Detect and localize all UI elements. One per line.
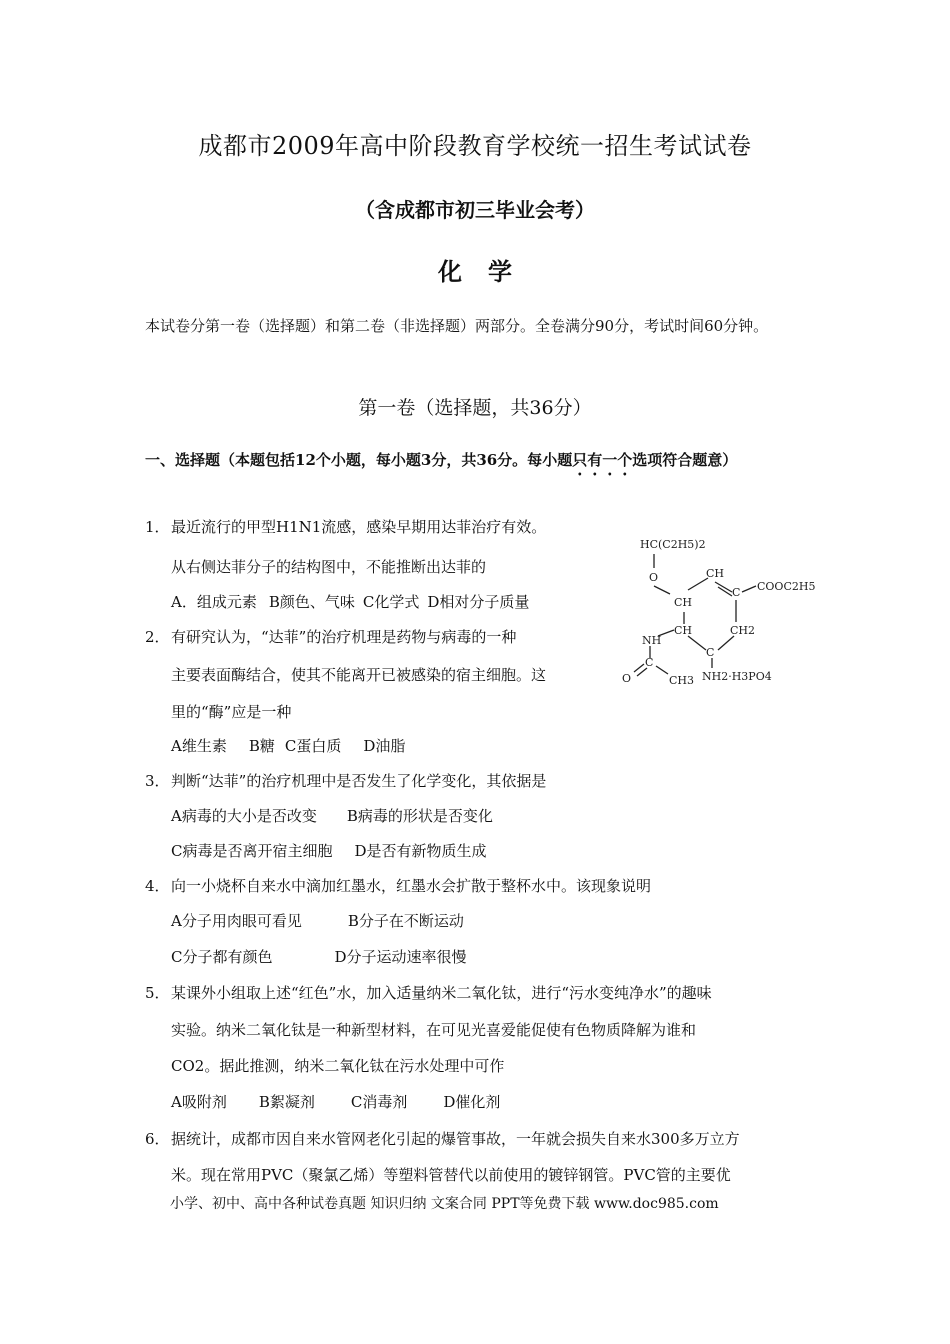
question-1-number: 1． — [145, 518, 170, 536]
structure-label-ester: COOC2H5 — [757, 580, 816, 593]
option: A维生素 — [171, 737, 227, 755]
section-instructions-emphasis: 只有一个 — [572, 451, 633, 469]
question-2-text-3: 里的“酶”应是一种 — [171, 703, 292, 721]
question-1-line-1 — [145, 516, 546, 537]
structure-label-ch-mid: CH — [674, 624, 693, 637]
intro-paragraph: 本试卷分第一卷（选择题）和第二卷（非选择题）两部分。全卷满分90分，考试时间60分钟。 — [145, 317, 769, 335]
option: B颜色、气味 — [268, 593, 355, 611]
footer-ad-text: 小学、初中、高中各种试卷真题 知识归纳 文案合同 PPT等免费下载 www.doc985.com — [170, 1196, 719, 1212]
section-instructions-prefix: 一、选择题（本题包括12个小题，每小题3分，共36分。每小题 — [145, 451, 573, 469]
structure-label-c-ring: C — [706, 646, 715, 659]
question-2-text-1: 有研究认为，“达菲”的治疗机理是药物与病毒的一种 — [171, 628, 517, 646]
question-4-number: 4． — [145, 877, 170, 895]
option: D催化剂 — [443, 1093, 501, 1111]
option: A吸附剂 — [171, 1093, 227, 1111]
structure-label-ch-left: CH — [674, 596, 693, 609]
structure-label-hc: HC(C2H5)2 — [640, 538, 706, 551]
question-3-options-row-2 — [171, 840, 509, 861]
question-5-text-2: 实验。纳米二氧化钛是一种新型材料，在可见光喜爱能促使有色物质降解为谁和 — [171, 1021, 697, 1039]
question-5-text-3: CO2。据此推测，纳米二氧化钛在污水处理中可作 — [171, 1057, 505, 1075]
option: D是否有新物质生成 — [354, 842, 487, 860]
option: B糖 — [248, 737, 275, 755]
question-6-number: 6． — [145, 1130, 170, 1148]
question-6-text-1: 据统计，成都市因自来水管网老化引起的爆管事故，一年就会损失自来水300多万立方 — [171, 1130, 740, 1148]
option: D分子运动速率很慢 — [334, 948, 467, 966]
structure-label-nh2: NH2·H3PO4 — [702, 670, 772, 683]
option: A分子用肉眼可看见 — [171, 912, 302, 930]
section-instructions — [145, 442, 810, 479]
question-1-options — [171, 591, 551, 612]
option: C消毒剂 — [350, 1093, 408, 1111]
structure-label-o-amide: O — [622, 672, 632, 685]
structure-label-ch3: CH3 — [669, 674, 695, 687]
option: B絮凝剂 — [258, 1093, 315, 1111]
question-5-options — [171, 1091, 522, 1112]
question-5-number: 5． — [145, 984, 170, 1002]
question-2-options — [171, 735, 427, 756]
option: D油脂 — [363, 737, 406, 755]
question-5-text-1: 某课外小组取上述“红色”水，加入适量纳米二氧化钛，进行“污水变纯净水”的趣味 — [171, 984, 712, 1002]
section-title: 第一卷（选择题，共36分） — [358, 397, 592, 419]
option: A．组成元素 — [171, 593, 257, 611]
question-3-options-row-1 — [171, 805, 515, 826]
structure-label-c-amide: C — [645, 656, 654, 669]
subject-heading: 化学 — [438, 257, 538, 286]
question-4-options-row-1 — [171, 910, 486, 931]
option: C蛋白质 — [284, 737, 342, 755]
option: B病毒的形状是否变化 — [346, 807, 493, 825]
question-5-line-1 — [145, 982, 712, 1003]
question-4-text-1: 向一小烧杯自来水中滴加红墨水，红墨水会扩散于整杯水中。该现象说明 — [171, 877, 652, 895]
exam-subtitle: （含成都市初三毕业会考） — [355, 198, 595, 222]
option: A病毒的大小是否改变 — [171, 807, 317, 825]
question-1-text-2: 从右侧达菲分子的结构图中，不能推断出达菲的 — [171, 558, 487, 576]
option: C病毒是否离开宿主细胞 — [171, 842, 333, 860]
question-2-number: 2． — [145, 628, 170, 646]
question-6-line-1 — [145, 1128, 740, 1149]
option: B分子在不断运动 — [347, 912, 464, 930]
structure-label-c-eq: C — [732, 586, 741, 599]
question-3-line-1 — [145, 770, 546, 791]
option: C化学式 — [362, 593, 420, 611]
question-4-options-row-2 — [171, 946, 489, 967]
question-3-number: 3． — [145, 772, 170, 790]
structure-label-nh: NH — [642, 634, 662, 647]
question-6-text-2: 米。现在常用PVC（聚氯乙烯）等塑料管替代以前使用的镀锌钢管。PVC管的主要优 — [171, 1166, 731, 1184]
oseltamivir-structure-figure — [614, 524, 824, 704]
section-instructions-suffix: 选项符合题意） — [632, 451, 738, 469]
structure-label-ch2: CH2 — [730, 624, 756, 637]
question-4-line-1 — [145, 875, 651, 896]
question-2-line-1 — [145, 626, 516, 647]
option: D相对分子质量 — [427, 593, 530, 611]
structure-label-o-ether: O — [649, 571, 659, 584]
exam-title: 成都市2009年高中阶段教育学校统一招生考试试卷 — [198, 132, 752, 160]
question-1-text-1: 最近流行的甲型H1N1流感，感染早期用达菲治疗有效。 — [171, 518, 547, 536]
question-3-text-1: 判断“达菲”的治疗机理中是否发生了化学变化，其依据是 — [171, 772, 547, 790]
option: C分子都有颜色 — [171, 948, 273, 966]
structure-label-ch-top: CH — [706, 567, 725, 580]
question-2-text-2: 主要表面酶结合，使其不能离开已被感染的宿主细胞。这 — [171, 666, 547, 684]
